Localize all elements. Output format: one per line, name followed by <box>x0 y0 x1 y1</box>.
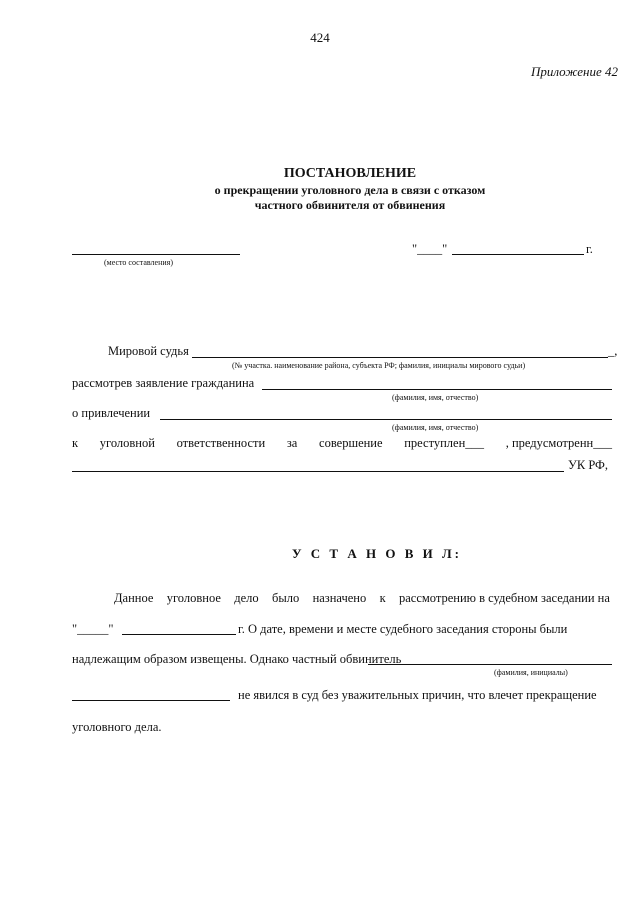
date-day: "____" <box>412 242 448 256</box>
para-word: уголовное <box>166 591 221 605</box>
judge-line-end: _, <box>608 344 618 358</box>
para-word: дело <box>234 591 259 605</box>
para-word: рассмотрению в судебном заседании на <box>398 591 610 605</box>
para-word: назначено <box>312 591 367 605</box>
judge-label: Мировой судья <box>108 344 189 358</box>
prosecutor-line <box>368 664 612 665</box>
date-line <box>452 254 584 255</box>
paragraph-line-2: г. О дате, времени и месте судебного заседания стороны были <box>238 622 568 636</box>
citizen-line <box>262 389 612 390</box>
judge-line <box>192 357 608 358</box>
resp-word: совершение <box>319 436 383 450</box>
resp-word: за <box>286 436 298 450</box>
resp-word: к <box>72 436 79 450</box>
judge-caption: (№ участка. наименование района, субъекта РФ; фамилия, инициалы мирового судьи) <box>232 361 526 370</box>
attract-line <box>160 419 612 420</box>
attract-caption: (фамилия, имя, отчество) <box>392 423 479 432</box>
paragraph-line-1 <box>114 591 610 606</box>
document-subtitle-line1: о прекращении уголовного дела в связи с отказом <box>214 183 486 197</box>
resp-word: преступлен___ <box>404 436 485 450</box>
place-line <box>72 254 240 255</box>
document-subtitle-line2: частного обвинителя от обвинения <box>254 198 446 212</box>
para-word: к <box>379 591 386 605</box>
responsibility-line <box>72 436 612 451</box>
paragraph-line-4: не явился в суд без уважительных причин, что влечет прекращение <box>238 688 597 702</box>
appendix-label: Приложение 42 <box>530 64 618 79</box>
prosecutor-caption: (фамилия, инициалы) <box>494 668 568 677</box>
hearing-date-line <box>122 634 236 635</box>
para-word: было <box>271 591 300 605</box>
citizen-caption: (фамилия, имя, отчество) <box>392 393 479 402</box>
paragraph-line-3: надлежащим образом извещены. Однако частный обвинитель <box>72 652 402 666</box>
date-year-suffix: г. <box>586 242 593 256</box>
article-line <box>72 471 564 472</box>
resp-word: уголовной <box>99 436 155 450</box>
established-heading: У С Т А Н О В И Л: <box>292 546 463 561</box>
paragraph-line-5: уголовного дела. <box>72 720 162 734</box>
page-number: 424 <box>310 30 330 45</box>
resp-word: , предусмотренн___ <box>505 436 612 450</box>
place-caption: (место составления) <box>104 258 173 267</box>
document-title: ПОСТАНОВЛЕНИЕ <box>283 166 417 181</box>
uk-rf-label: УК РФ, <box>568 458 609 472</box>
absent-name-line <box>72 700 230 701</box>
hearing-date-day: "_____" <box>72 622 114 636</box>
attract-label: о привлечении <box>72 406 151 420</box>
resp-word: ответственности <box>176 436 266 450</box>
para-word: Данное <box>114 591 154 605</box>
considered-label: рассмотрев заявление гражданина <box>72 376 255 390</box>
